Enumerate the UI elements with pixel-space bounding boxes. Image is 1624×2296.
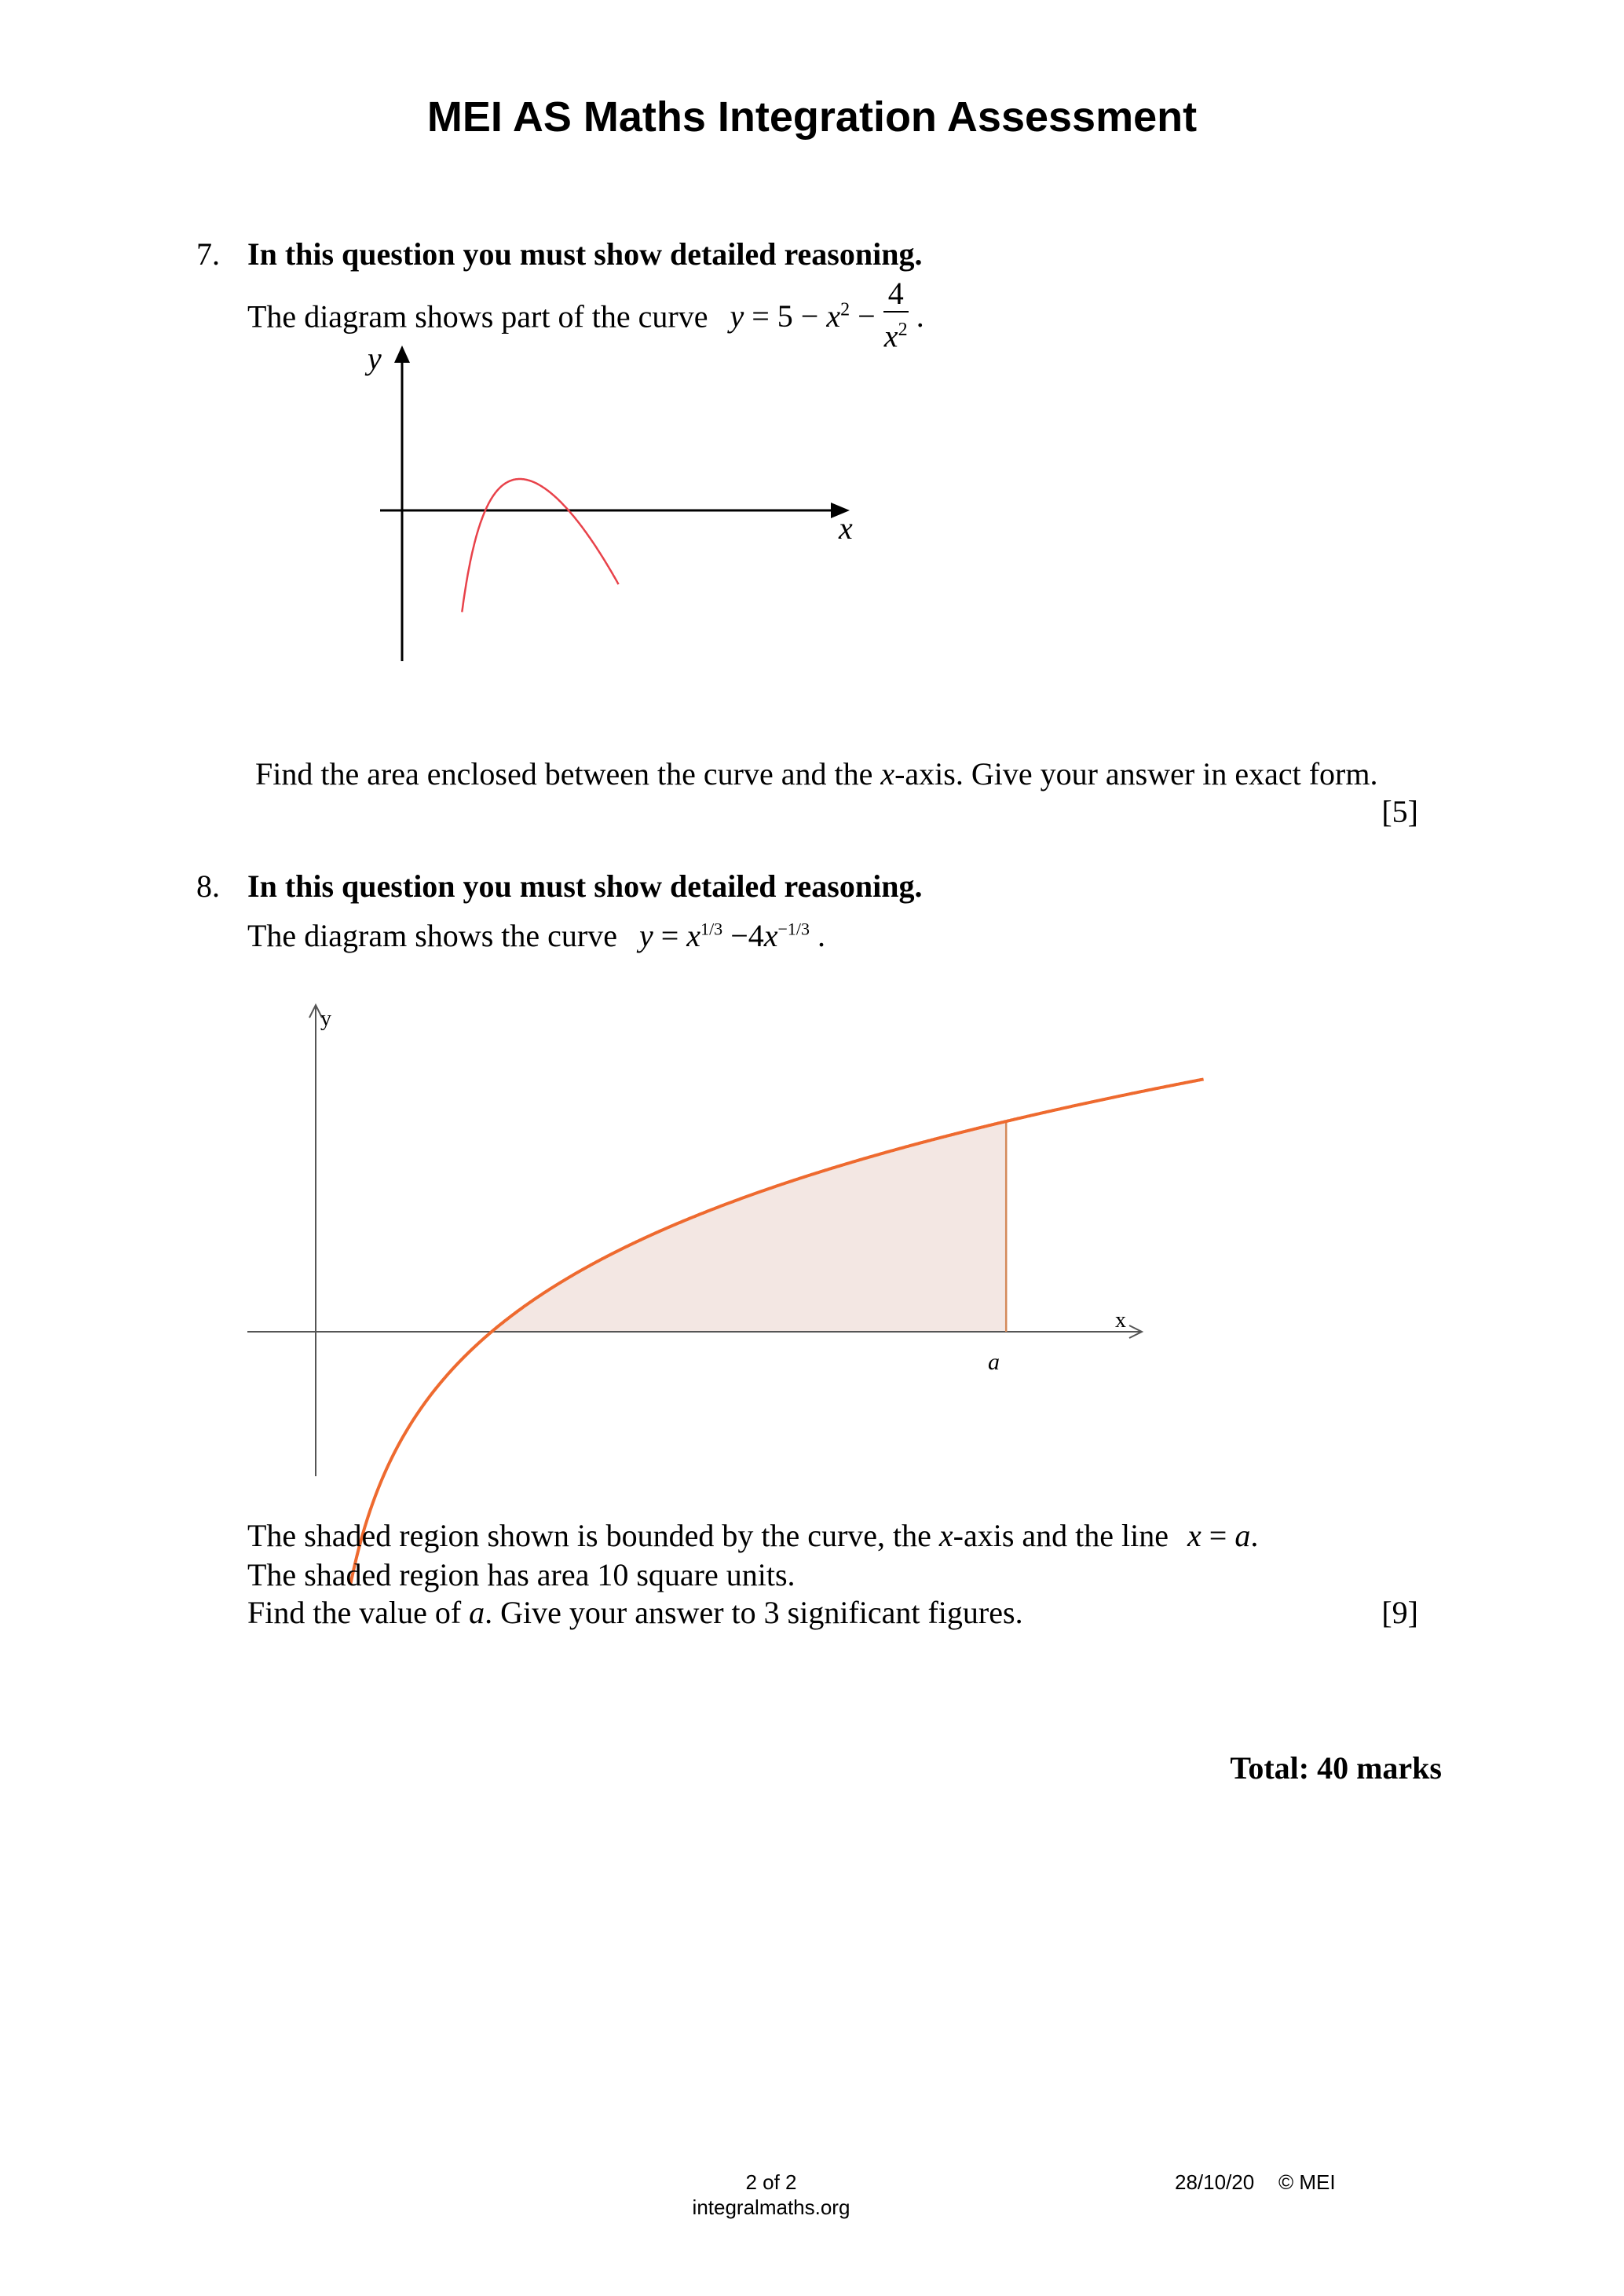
q7-number: 7. <box>196 236 220 272</box>
q8-number: 8. <box>196 868 220 904</box>
footer-page-number: 2 of 2 <box>745 2170 797 2194</box>
q7-task-pre: Find the area enclosed between the curve and the <box>255 756 881 792</box>
q8-y-axis-label: y <box>320 1007 331 1031</box>
q8-eq-y: y <box>638 918 653 953</box>
footer-date: 28/10/20 <box>1175 2170 1255 2194</box>
q8-line1-var: x <box>938 1518 953 1553</box>
q7-eq-numerator: 4 <box>883 276 909 313</box>
q8-line1-pre: The shaded region shown is bounded by the curve, the <box>247 1518 939 1553</box>
q7-y-axis-label: y <box>368 341 382 376</box>
q8-line-3 <box>247 1594 1023 1631</box>
footer-site: integralmaths.org <box>692 2195 850 2219</box>
footer-copyright: © MEI <box>1278 2170 1336 2194</box>
q7-eq-equals: = <box>752 298 770 335</box>
q7-x-axis-label: x <box>839 510 853 546</box>
q7-eq-period: . <box>916 298 924 335</box>
q7-task-post: -axis. Give your answer in exact form. <box>894 756 1378 792</box>
q7-eq-y: y <box>730 298 744 335</box>
q8-line-2: The shaded region has area 10 square units. <box>247 1557 796 1592</box>
q7-eq-den-square: 2 <box>898 320 908 340</box>
q8-line1-equation <box>1187 1518 1258 1553</box>
q8-line-1 <box>247 1517 1258 1554</box>
page-title: MEI AS Maths Integration Assessment <box>426 93 1198 141</box>
q8-eq-period: . <box>817 918 826 953</box>
q8-line1-eq-a: a <box>1234 1518 1251 1553</box>
q7-eq-den-x: x <box>883 318 898 354</box>
q8-line3-var: a <box>469 1595 485 1630</box>
q7-task-var: x <box>880 756 895 792</box>
q8-marks: [9] <box>1381 1595 1418 1630</box>
q8-a-label: a <box>988 1349 1000 1375</box>
q8-line3-post: . Give your answer to 3 significant figures. <box>485 1595 1023 1630</box>
q7-eq-minus-1: − <box>800 298 819 335</box>
q8-eq-exponent-1: 1/3 <box>700 919 723 939</box>
q8-x-axis-label: x <box>1115 1308 1126 1333</box>
q8-eq-minus: − <box>730 918 748 953</box>
q8-line1-eq-equals: = <box>1209 1518 1227 1553</box>
q8-eq-exponent-2: −1/3 <box>777 919 810 939</box>
q7-eq-minus-2: − <box>858 298 876 335</box>
q8-line1-post: -axis and the line <box>953 1518 1169 1553</box>
q8-line1-eq-x: x <box>1187 1518 1202 1553</box>
q7-eq-five: 5 <box>777 298 793 335</box>
q7-eq-square: 2 <box>840 300 850 321</box>
q8-instruction: In this question you must show detailed reasoning. <box>247 868 923 904</box>
q8-eq-four: 4 <box>748 918 764 953</box>
q8-line1-eq-period: . <box>1250 1518 1259 1553</box>
q8-line3-pre: Find the value of <box>247 1595 470 1630</box>
q8-intro-text: The diagram shows the curve <box>247 918 617 953</box>
q7-intro-text: The diagram shows part of the curve <box>247 298 708 335</box>
q7-marks: [5] <box>1381 794 1418 829</box>
q7-instruction: In this question you must show detailed reasoning. <box>247 236 923 272</box>
q7-eq-x: x <box>826 298 841 335</box>
q8-eq-x2: x <box>763 918 778 953</box>
q8-eq-equals: = <box>660 918 679 953</box>
total-marks: Total: 40 marks <box>1230 1750 1442 1786</box>
q8-eq-x1: x <box>686 918 701 953</box>
q8-shaded-region <box>492 1121 1006 1332</box>
